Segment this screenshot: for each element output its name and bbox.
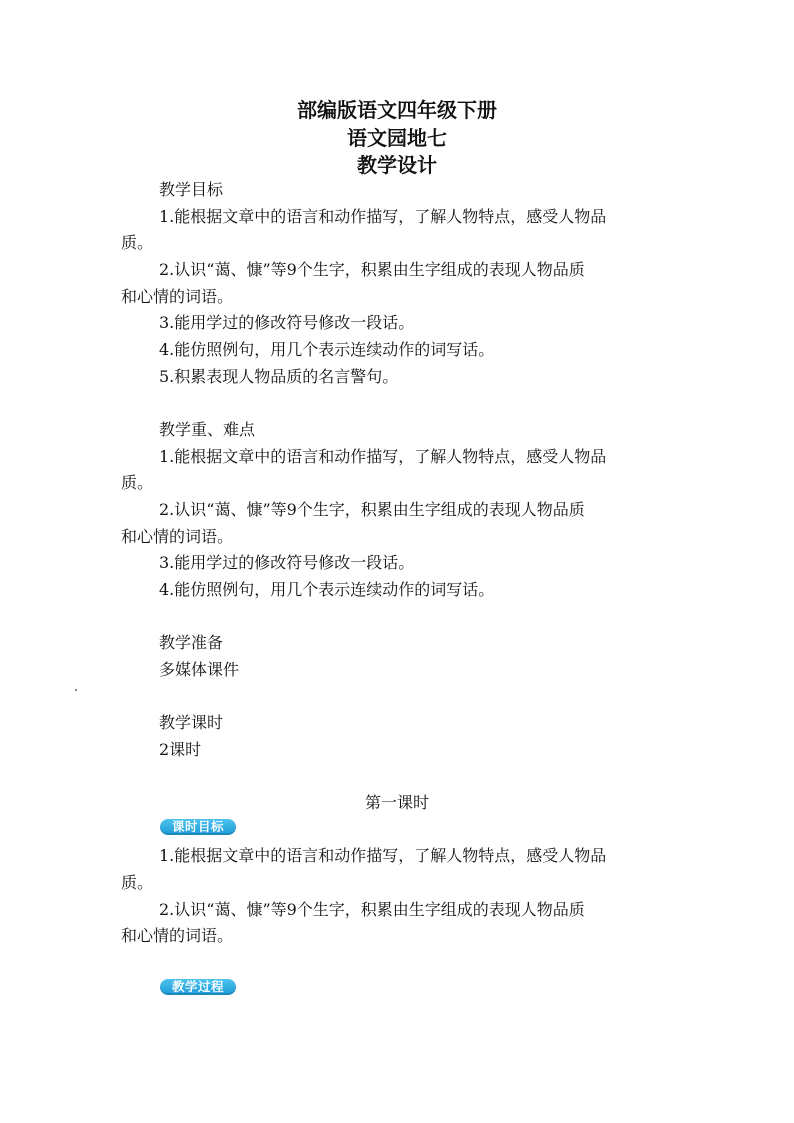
key-points-item1-line2: 质。 (121, 473, 154, 492)
key-points-item1-line1: 1.能根据文章中的语言和动作描写，了解人物特点，感受人物品 (159, 447, 607, 466)
goals-item3: 3.能用学过的修改符号修改一段话。 (159, 313, 415, 332)
preparation-content: 多媒体课件 (159, 660, 240, 679)
doc-title-line3: 教学设计 (357, 153, 437, 177)
badge-period-goal: 课时目标 (160, 819, 236, 835)
key-points-heading: 教学重、难点 (159, 420, 256, 439)
first-period-item1-line1: 1.能根据文章中的语言和动作描写，了解人物特点，感受人物品 (159, 846, 607, 865)
goals-item1-line1: 1.能根据文章中的语言和动作描写，了解人物特点，感受人物品 (159, 207, 607, 226)
goals-item5: 5.积累表现人物品质的名言警句。 (159, 367, 399, 386)
doc-title-line1: 部编版语文四年级下册 (297, 98, 497, 122)
stray-dot (75, 689, 77, 691)
first-period-heading: 第一课时 (364, 793, 429, 812)
first-period-item2-line2: 和心情的词语。 (121, 926, 234, 945)
key-points-item3: 3.能用学过的修改符号修改一段话。 (159, 553, 415, 572)
goals-item1-line2: 质。 (121, 233, 154, 252)
goals-heading: 教学目标 (159, 180, 224, 199)
badge-teaching-process: 教学过程 (160, 979, 236, 995)
key-points-item2-line2: 和心情的词语。 (121, 527, 234, 546)
goals-item2-line1: 2.认识“蔼、慷”等9个生字，积累由生字组成的表现人物品质 (159, 260, 585, 279)
preparation-heading: 教学准备 (159, 633, 224, 652)
key-points-item2-line1: 2.认识“蔼、慷”等9个生字，积累由生字组成的表现人物品质 (159, 500, 585, 519)
doc-title-line2: 语文园地七 (347, 126, 447, 150)
key-points-item4: 4.能仿照例句，用几个表示连续动作的词写话。 (159, 580, 495, 599)
first-period-item2-line1: 2.认识“蔼、慷”等9个生字，积累由生字组成的表现人物品质 (159, 900, 585, 919)
periods-heading: 教学课时 (159, 713, 224, 732)
goals-item4: 4.能仿照例句，用几个表示连续动作的词写话。 (159, 340, 495, 359)
periods-content: 2课时 (159, 740, 202, 759)
goals-item2-line2: 和心情的词语。 (121, 287, 234, 306)
first-period-item1-line2: 质。 (121, 873, 154, 892)
